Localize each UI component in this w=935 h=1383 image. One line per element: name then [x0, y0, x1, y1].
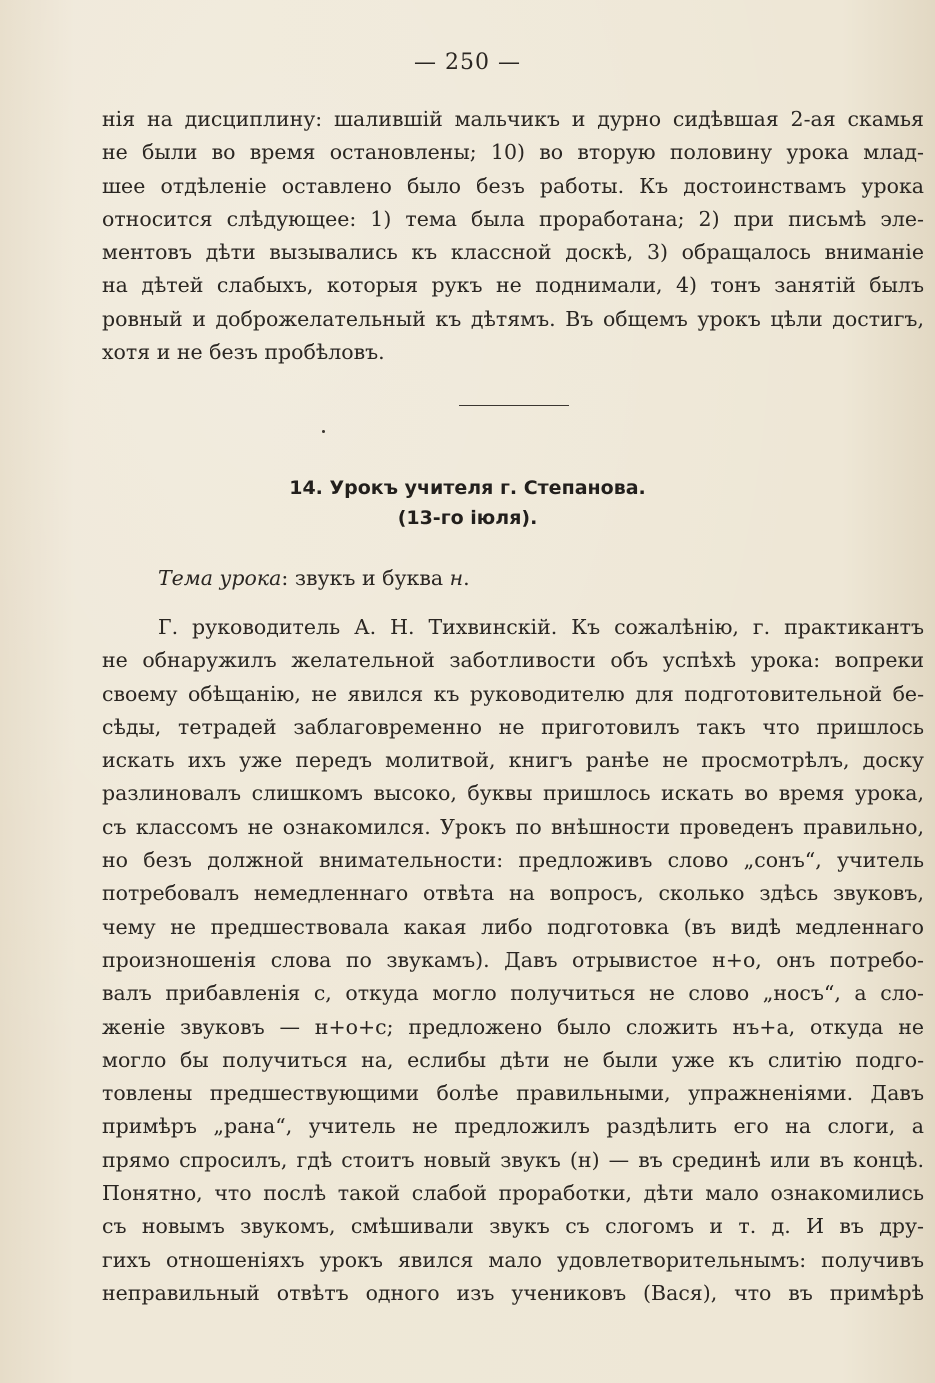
text-line: гихъ отношеніяхъ урокъ явился мало удовлетворительнымъ: получивъ [102, 1247, 924, 1272]
theme-text: звукъ и буква [288, 566, 450, 590]
text-line: съ новымъ звукомъ, смѣшивали звукъ съ слогомъ и т. д. И въ дру- [102, 1214, 924, 1239]
section-date: (13-го іюля). [397, 507, 538, 529]
text-line: примѣръ „рана“, учитель не предложилъ раздѣлить его на слоги, а [102, 1114, 924, 1139]
text-line: съ классомъ не ознакомился. Урокъ по внѣшности проведенъ правильно, [102, 814, 924, 839]
text-line: потребовалъ немедленнаго отвѣта на вопросъ, сколько здѣсь звуковъ, [102, 881, 924, 906]
text-line: женіе звуковъ — н+о+с; предложено было сложить нъ+а, откуда не [102, 1014, 924, 1039]
text-line: относится слѣдующее: 1) тема была проработана; 2) при письмѣ эле- [102, 206, 924, 231]
text-line: но безъ должной внимательности: предложивъ слово „сонъ“, учитель [102, 848, 924, 873]
text-line: нія на дисциплину: шалившій мальчикъ и дурно сидѣвшая 2-ая скамья [102, 107, 924, 131]
text-line: прямо спросилъ, гдѣ стоитъ новый звукъ (н) — въ срединѣ или въ концѣ. [102, 1147, 924, 1172]
text-line: сѣды, тетрадей заблаговременно не приготовилъ такъ что пришлось [102, 714, 924, 739]
text-line: ментовъ дѣти вызывались къ классной доскѣ, 3) обращалось вниманіе [102, 240, 924, 265]
theme-colon: : [281, 566, 289, 590]
section-heading: 14. Урокъ учителя г. Степанова. [289, 477, 646, 499]
paragraph-continuation [102, 103, 924, 369]
section-divider [459, 405, 569, 406]
text-line: товлены предшествующими болѣе правильными, упражненіями. Давъ [102, 1081, 924, 1106]
text-line: валъ прибавленія с, откуда могло получиться не слово „носъ“, а сло- [102, 981, 924, 1006]
theme-letter: н [449, 566, 464, 590]
text-line: неправильный отвѣтъ одного изъ учениковъ (Вася), что въ примѣрѣ [102, 1280, 924, 1305]
text-line: на дѣтей слабыхъ, которыя рукъ не поднимали, 4) тонъ занятій былъ [102, 273, 924, 298]
text-line: искать ихъ уже передъ молитвой, книгъ ранѣе не просмотрѣлъ, доску [102, 748, 924, 773]
text-line: шее отдѣленіе оставлено было безъ работы. Къ достоинствамъ урока [102, 173, 924, 198]
text-line: чему не предшествовала какая либо подготовка (въ видѣ медленнаго [102, 914, 924, 939]
lesson-theme [158, 566, 470, 590]
text-line: Г. руководитель А. Н. Тихвинскій. Къ сожалѣнію, г. практикантъ [158, 615, 924, 639]
text-line: разлиновалъ слишкомъ высоко, буквы пришлось искать во время урока, [102, 781, 924, 806]
text-line: ровный и доброжелательный къ дѣтямъ. Въ общемъ урокъ цѣли достигъ, [102, 306, 924, 331]
text-line: не были во время остановлены; 10) во вторую половину урока млад- [102, 140, 924, 165]
text-line: своему обѣщанію, не явился къ руководителю для подготовительной бе- [102, 681, 924, 706]
text-line: Понятно, что послѣ такой слабой проработки, дѣти мало ознакомились [102, 1181, 924, 1206]
text-line: могло бы получиться на, еслибы дѣти не были уже къ слитію подго- [102, 1047, 924, 1072]
text-line: хотя и не безъ пробѣловъ. [102, 340, 385, 365]
text-line: произношенія слова по звукамъ). Давъ отрывистое н+о, онъ потребо- [102, 947, 924, 972]
theme-label: Тема урока [158, 566, 282, 590]
text-line: не обнаружилъ желательной заботливости объ успѣхѣ урока: вопреки [102, 648, 924, 673]
page-number: — 250 — [414, 50, 521, 75]
paragraph-main [102, 611, 924, 1310]
print-speck [322, 430, 325, 433]
theme-end: . [463, 566, 470, 590]
